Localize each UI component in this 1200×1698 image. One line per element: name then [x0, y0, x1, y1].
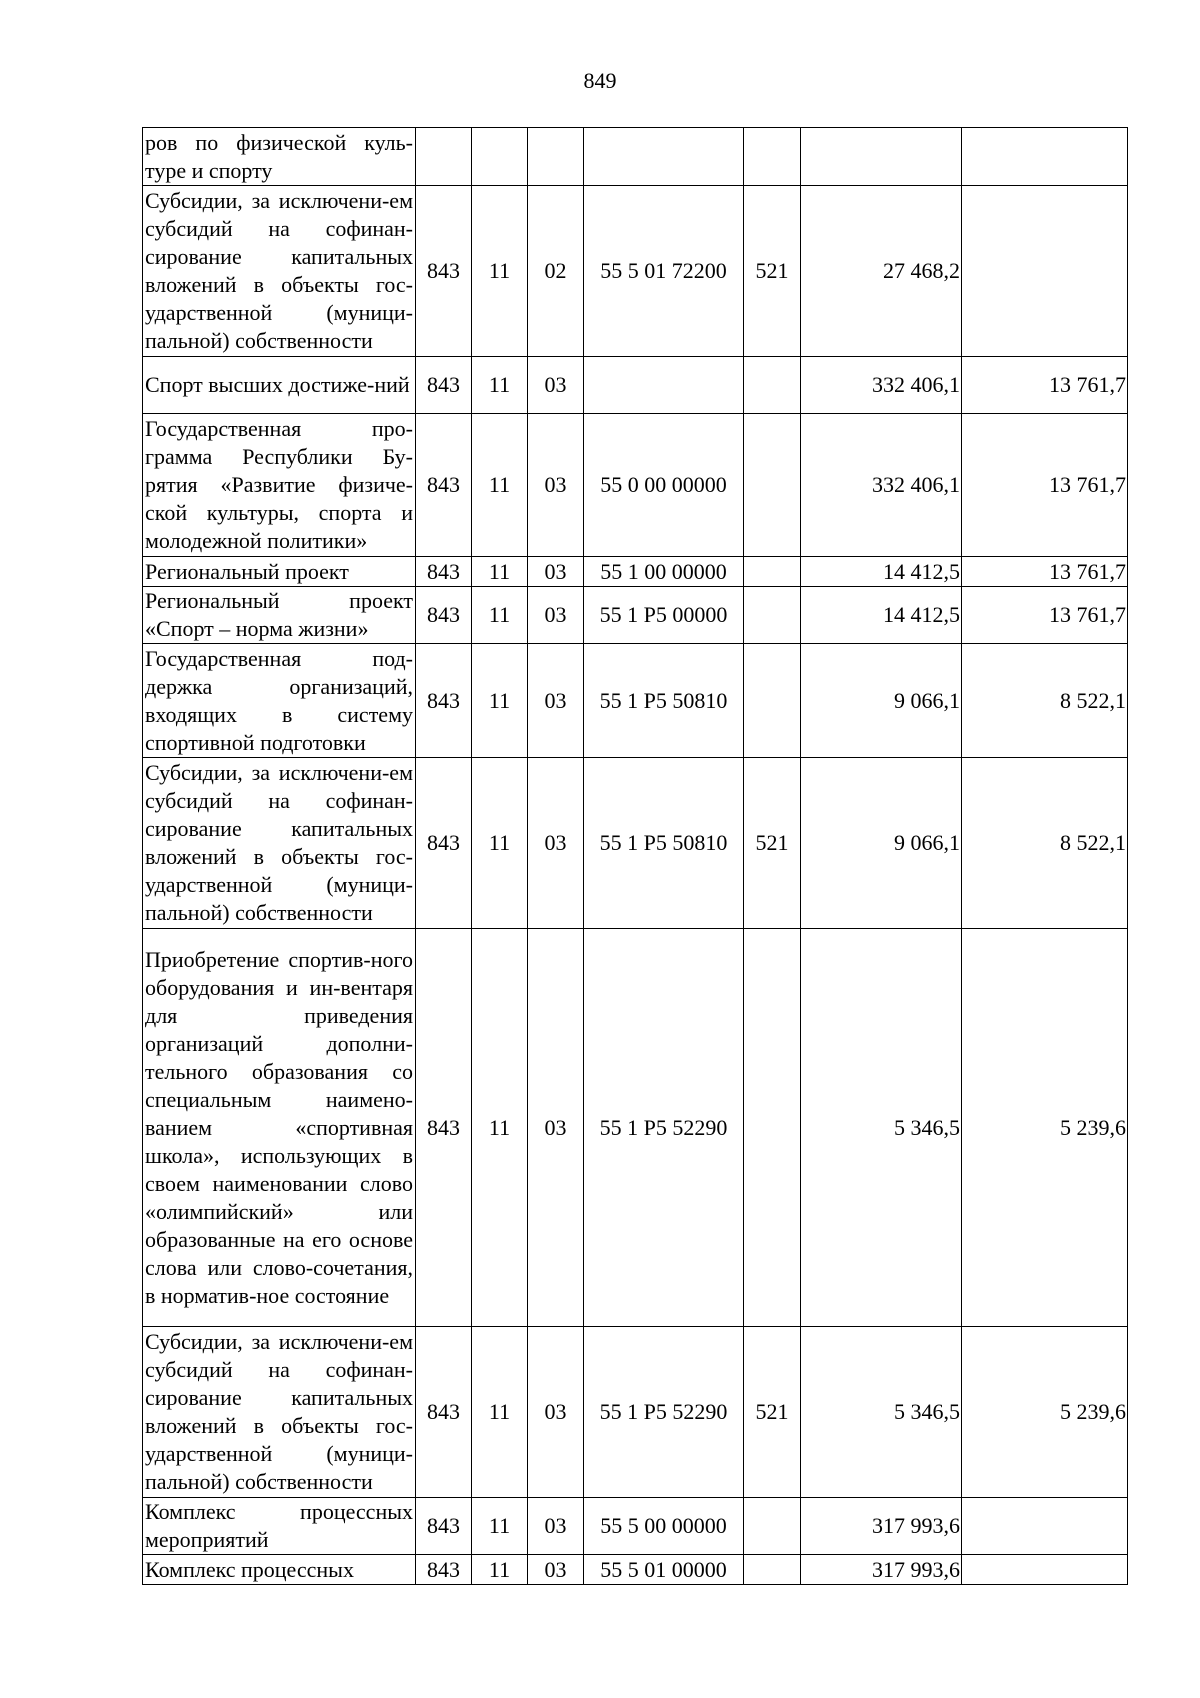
rz-cell: 11	[472, 1555, 528, 1585]
rz-cell: 11	[472, 587, 528, 644]
rz-cell: 11	[472, 414, 528, 557]
target-article-cell: 55 1 Р5 50810	[584, 644, 744, 758]
gr-cell: 843	[416, 644, 472, 758]
pr-cell: 03	[528, 1327, 584, 1498]
sum-cell: 317 993,6	[801, 1555, 962, 1585]
sum-cell: 14 412,5	[801, 557, 962, 587]
gr-cell: 843	[416, 1555, 472, 1585]
gr-cell: 843	[416, 929, 472, 1327]
gr-cell: 843	[416, 186, 472, 357]
target-article-cell: 55 0 00 00000	[584, 414, 744, 557]
table-row	[143, 758, 1128, 929]
expense-type-cell	[744, 929, 801, 1327]
row-name-cell: Субсидии, за исключени-ем субсидий на софинан-сирование капитальных вложений в объекты гос-ударственной (муници-пальной) собственности	[143, 1327, 416, 1498]
sum-cell: 9 066,1	[801, 758, 962, 929]
gr-cell: 843	[416, 414, 472, 557]
expense-type-cell	[744, 414, 801, 557]
row-name-cell: Спорт высших достиже-ний	[143, 357, 416, 414]
sum-cell: 27 468,2	[801, 186, 962, 357]
row-name-cell: Субсидии, за исключени-ем субсидий на софинан-сирование капитальных вложений в объекты гос-ударственной (муници-пальной) собственности	[143, 758, 416, 929]
federal-sum-cell	[962, 128, 1128, 186]
target-article-cell: 55 5 00 00000	[584, 1498, 744, 1555]
target-article-cell	[584, 128, 744, 186]
row-name-cell: Государственная про-грамма Республики Бу-рятия «Развитие физиче-ской культуры, спорта и молодежной политики»	[143, 414, 416, 557]
row-name-cell: Региональный проект «Спорт – норма жизни»	[143, 587, 416, 644]
sum-cell: 9 066,1	[801, 644, 962, 758]
expense-type-cell	[744, 587, 801, 644]
target-article-cell	[584, 357, 744, 414]
pr-cell: 03	[528, 414, 584, 557]
expense-type-cell: 521	[744, 758, 801, 929]
table-row	[143, 644, 1128, 758]
federal-sum-cell	[962, 1498, 1128, 1555]
table-row	[143, 186, 1128, 357]
federal-sum-cell: 5 239,6	[962, 929, 1128, 1327]
table-row	[143, 357, 1128, 414]
expense-type-cell	[744, 357, 801, 414]
federal-sum-cell: 13 761,7	[962, 557, 1128, 587]
sum-cell	[801, 128, 962, 186]
gr-cell: 843	[416, 1498, 472, 1555]
target-article-cell: 55 1 00 00000	[584, 557, 744, 587]
pr-cell: 03	[528, 587, 584, 644]
rz-cell: 11	[472, 1498, 528, 1555]
sum-cell: 14 412,5	[801, 587, 962, 644]
pr-cell: 03	[528, 1555, 584, 1585]
target-article-cell: 55 1 Р5 52290	[584, 1327, 744, 1498]
expense-type-cell	[744, 1498, 801, 1555]
row-name-cell: Комплекс процессных мероприятий	[143, 1498, 416, 1555]
table-row	[143, 1555, 1128, 1585]
pr-cell: 03	[528, 557, 584, 587]
row-name-cell: Комплекс процессных	[143, 1555, 416, 1585]
rz-cell: 11	[472, 929, 528, 1327]
pr-cell: 03	[528, 929, 584, 1327]
pr-cell: 03	[528, 357, 584, 414]
federal-sum-cell	[962, 1555, 1128, 1585]
expense-type-cell	[744, 128, 801, 186]
rz-cell: 11	[472, 186, 528, 357]
pr-cell: 02	[528, 186, 584, 357]
expense-type-cell	[744, 1555, 801, 1585]
target-article-cell: 55 1 Р5 50810	[584, 758, 744, 929]
pr-cell: 03	[528, 644, 584, 758]
row-name-cell: Субсидии, за исключени-ем субсидий на софинан-сирование капитальных вложений в объекты гос-ударственной (муници-пальной) собственности	[143, 186, 416, 357]
gr-cell: 843	[416, 587, 472, 644]
federal-sum-cell	[962, 186, 1128, 357]
table-row	[143, 587, 1128, 644]
row-name-cell: Государственная под-держка организаций, входящих в систему спортивной подготовки	[143, 644, 416, 758]
pr-cell: 03	[528, 758, 584, 929]
target-article-cell: 55 5 01 72200	[584, 186, 744, 357]
table-row	[143, 929, 1128, 1327]
table-row	[143, 414, 1128, 557]
target-article-cell: 55 5 01 00000	[584, 1555, 744, 1585]
pr-cell	[528, 128, 584, 186]
rz-cell: 11	[472, 758, 528, 929]
expense-type-cell: 521	[744, 186, 801, 357]
sum-cell: 5 346,5	[801, 1327, 962, 1498]
table-row	[143, 557, 1128, 587]
target-article-cell: 55 1 Р5 52290	[584, 929, 744, 1327]
page-number: 849	[583, 68, 617, 93]
gr-cell: 843	[416, 557, 472, 587]
budget-table	[142, 127, 1128, 1585]
federal-sum-cell: 13 761,7	[962, 587, 1128, 644]
rz-cell: 11	[472, 1327, 528, 1498]
federal-sum-cell: 8 522,1	[962, 644, 1128, 758]
gr-cell	[416, 128, 472, 186]
expense-type-cell: 521	[744, 1327, 801, 1498]
federal-sum-cell: 5 239,6	[962, 1327, 1128, 1498]
sum-cell: 317 993,6	[801, 1498, 962, 1555]
row-name-cell: Приобретение спортив-ного оборудования и ин-вентаря для приведения организаций дополни-тельного образования со специальным наимено-ванием «спортивная школа», использующих в своем наименовании слово «олимпийский» или образованные на его основе слова или слово-сочетания, в норматив-ное состояние	[143, 929, 416, 1327]
rz-cell: 11	[472, 557, 528, 587]
table-row	[143, 128, 1128, 186]
expense-type-cell	[744, 557, 801, 587]
rz-cell: 11	[472, 357, 528, 414]
table-row	[143, 1327, 1128, 1498]
rz-cell	[472, 128, 528, 186]
gr-cell: 843	[416, 357, 472, 414]
sum-cell: 332 406,1	[801, 414, 962, 557]
sum-cell: 332 406,1	[801, 357, 962, 414]
federal-sum-cell: 8 522,1	[962, 758, 1128, 929]
gr-cell: 843	[416, 758, 472, 929]
expense-type-cell	[744, 644, 801, 758]
pr-cell: 03	[528, 1498, 584, 1555]
gr-cell: 843	[416, 1327, 472, 1498]
table-row	[143, 1498, 1128, 1555]
federal-sum-cell: 13 761,7	[962, 414, 1128, 557]
row-name-cell: Региональный проект	[143, 557, 416, 587]
sum-cell: 5 346,5	[801, 929, 962, 1327]
federal-sum-cell: 13 761,7	[962, 357, 1128, 414]
row-name-cell: ров по физической куль-туре и спорту	[143, 128, 416, 186]
rz-cell: 11	[472, 644, 528, 758]
target-article-cell: 55 1 Р5 00000	[584, 587, 744, 644]
